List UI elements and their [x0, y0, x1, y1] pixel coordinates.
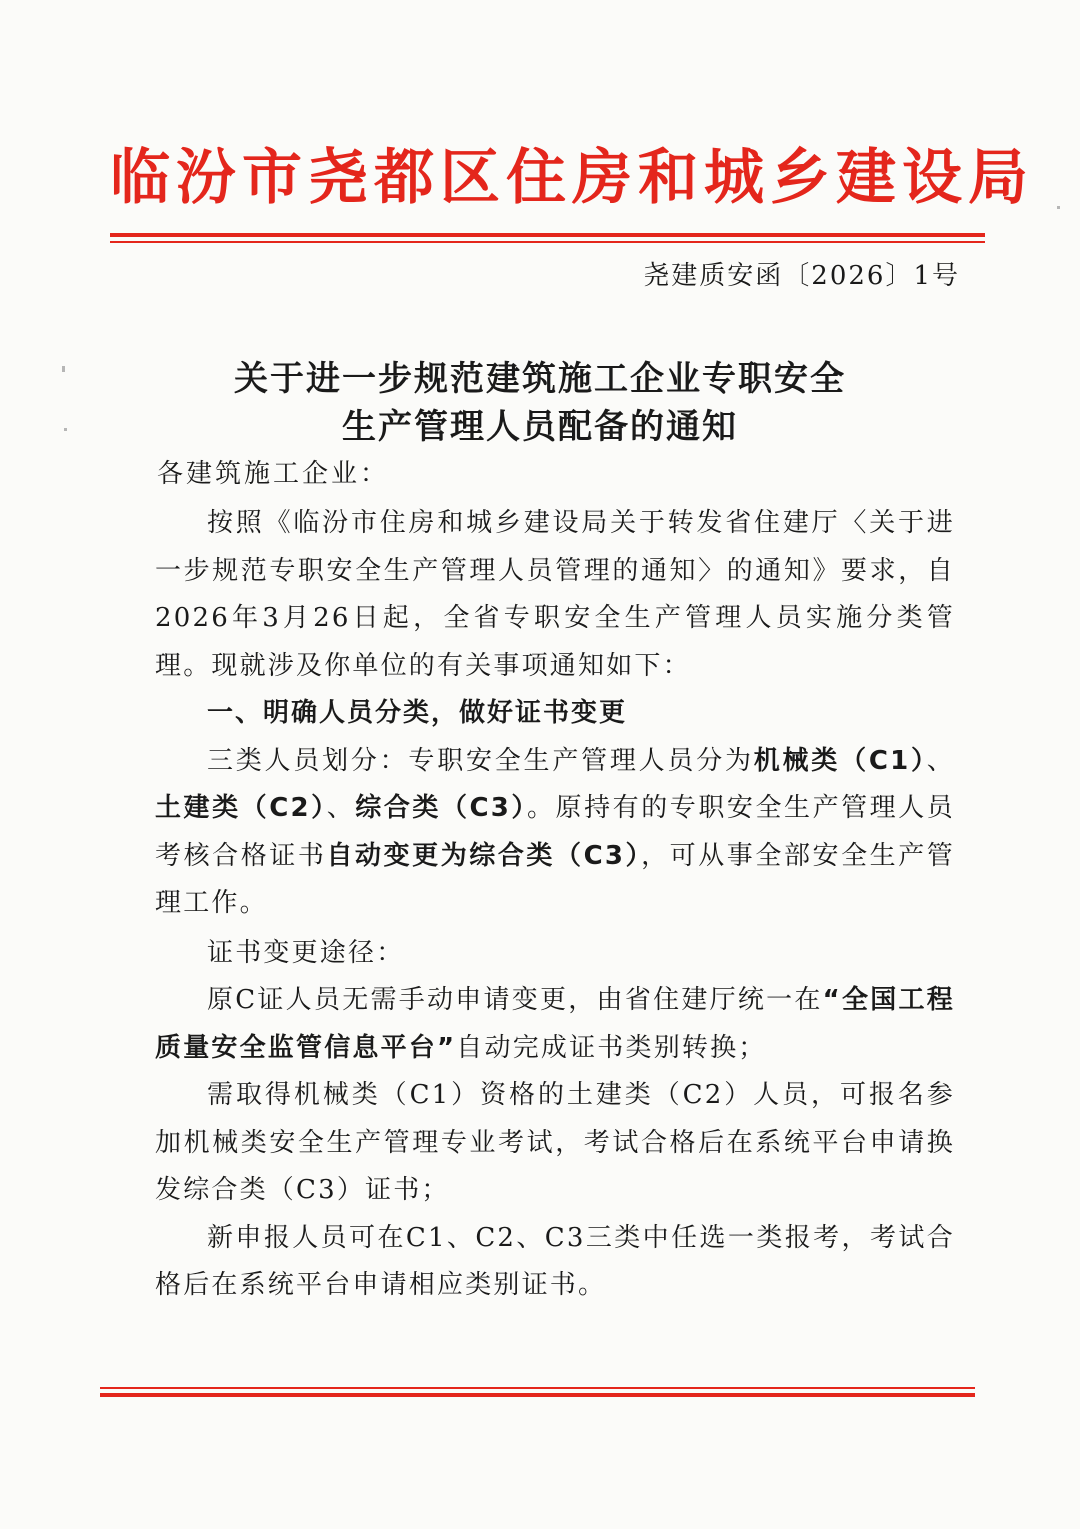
document-title-line2: 生产管理人员配备的通知 [342, 407, 738, 447]
path1-lead: 原C证人员无需手动申请变更，由省住建厅统一在 [207, 985, 823, 1015]
scan-speck [1057, 206, 1060, 209]
header-rule-thick [110, 233, 985, 237]
platform-name: “全国工程质量安全监管信息平台” [155, 985, 955, 1063]
salutation: 各建筑施工企业： [157, 459, 390, 489]
document-number: 尧建质安函〔2026〕1号 [643, 261, 960, 291]
footer-rule-thick [100, 1393, 975, 1397]
change-path-3: 新申报人员可在C1、C2、C3三类中任选一类报考，考试合格后在系统平台申请相应类别证书。 [155, 1222, 955, 1300]
section-heading: 一、明确人员分类，做好证书变更 [207, 698, 628, 728]
classification-tail: ，可从事全部安全生产管理工作。 [155, 840, 956, 918]
class-c1: 机械类（C1） [753, 745, 927, 776]
document-body [155, 500, 955, 1310]
path1-tail: 自动完成证书类别转换； [456, 1032, 767, 1063]
class-c3: 综合类（C3） [355, 793, 527, 823]
class-c2: 土建类（C2） [155, 793, 327, 823]
organization-header: 临汾市尧都区住房和城乡建设局 [110, 143, 1034, 213]
classification-paragraph [155, 738, 955, 928]
classification-mid: 。原持有的专职安全生产管理人员考核合格证书 [155, 793, 955, 871]
separator: 、 [326, 793, 356, 823]
scan-speck [64, 428, 67, 431]
auto-change-note: 自动变更为综合类（C3） [326, 840, 642, 871]
intro-paragraph: 按照《临汾市住房和城乡建设局关于转发省住建厅〈关于进一步规范专职安全生产管理人员管理的通知〉的通知》要求，自2026年3月26日起，全省专职安全生产管理人员实施分类管理。现就涉及你单位的有关事项通知如下： [155, 508, 955, 681]
classification-lead: 三类人员划分：专职安全生产管理人员分为 [207, 745, 754, 776]
footer-rule-thin [100, 1387, 975, 1389]
change-path-1 [155, 977, 955, 1072]
document-title-line1: 关于进一步规范建筑施工企业专职安全 [234, 359, 846, 399]
separator: 、 [926, 745, 955, 776]
header-rule-thin [110, 241, 985, 243]
change-path-2: 需取得机械类（C1）资格的土建类（C2）人员，可报名参加机械类安全生产管理专业考试，考试合格后在系统平台申请换发综合类（C3）证书； [155, 1080, 955, 1205]
change-path-label: 证书变更途径： [207, 937, 405, 968]
scan-speck [62, 366, 65, 372]
